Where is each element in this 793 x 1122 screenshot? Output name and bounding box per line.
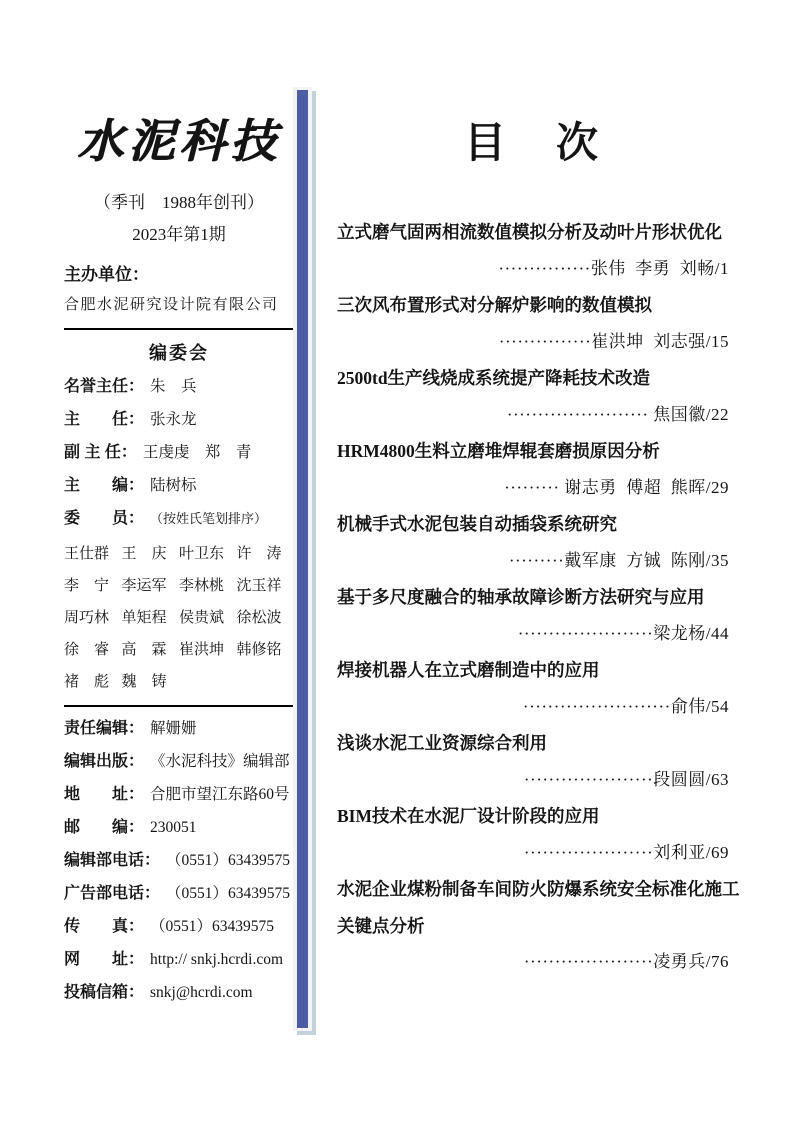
- pub-info-row-value: 合肥市望江东路60号: [150, 786, 290, 803]
- toc-entry: [337, 287, 729, 360]
- pub-info-row-label: 编辑部电话：: [64, 852, 161, 869]
- article-title: 关键点分析: [337, 915, 425, 936]
- board-role-row: [64, 410, 294, 430]
- journal-info-panel: [64, 110, 294, 1016]
- article-title: 基于多尺度融合的轴承故障诊断方法研究与应用: [337, 587, 705, 607]
- article-byline: ······················· 焦国徽/22: [506, 404, 729, 424]
- board-member-name: 崔洪坤: [179, 642, 225, 658]
- article-title: BIM技术在水泥厂设计阶段的应用: [337, 806, 600, 826]
- toc-entry: [337, 214, 729, 287]
- pub-info-row: [64, 983, 294, 1003]
- pub-info-row-value: 《水泥科技》编辑部: [150, 753, 290, 770]
- pub-info-row-label: 地 址：: [64, 786, 145, 803]
- toc-panel: [337, 116, 740, 981]
- board-member-name: 韩修铭: [236, 642, 282, 658]
- pub-info-row: [64, 719, 294, 739]
- article-byline: ························俞伟/54: [522, 696, 729, 716]
- article-title: HRM4800生料立磨堆焊辊套磨损原因分析: [337, 441, 660, 461]
- pub-info-row: [64, 851, 294, 871]
- board-member-name: 侯贵斌: [179, 610, 225, 626]
- board-members-grid: [64, 544, 294, 692]
- board-member-name: 徐 睿: [64, 642, 110, 658]
- board-role-row-label: 副 主 任：: [64, 444, 137, 461]
- board-member-name: 徐松波: [236, 610, 282, 626]
- pub-info-row: [64, 950, 294, 970]
- pub-info-row: [64, 917, 294, 937]
- board-member-name: 单矩程: [121, 610, 167, 626]
- board-role-row-label: 委 员：: [64, 510, 145, 527]
- pub-info-row-value: （0551）63439575: [166, 885, 291, 902]
- board-role-row-label: 主 编：: [64, 477, 145, 494]
- pub-info-row-label: 编辑出版：: [64, 753, 145, 770]
- pub-info-row-label: 邮 编：: [64, 819, 145, 836]
- board-member-name: 李林桃: [179, 578, 225, 594]
- top-rule: [64, 328, 294, 330]
- sponsor-name: 合肥水泥研究设计院有限公司: [64, 297, 279, 313]
- board-member-name: 王 庆: [121, 546, 167, 562]
- toc-entry: [337, 725, 729, 798]
- journal-subtitle: （季刊 1988年创刊）: [94, 193, 264, 212]
- pub-info-row-value: http:// snkj.hcrdi.com: [150, 951, 284, 968]
- article-byline: ······················梁龙杨/44: [517, 623, 729, 643]
- board-role-row-value: 朱 兵: [150, 378, 197, 395]
- board-member-name: 王仕群: [64, 546, 110, 562]
- toc-entry: [337, 433, 729, 506]
- article-title: 2500td生产线烧成系统提产降耗技术改造: [337, 368, 651, 388]
- toc-title: 目 次: [463, 121, 602, 167]
- board-role-row-label: 主 任：: [64, 411, 145, 428]
- article-title: 三次风布置形式对分解炉影响的数值模拟: [337, 295, 652, 315]
- board-role-row: [64, 476, 294, 496]
- pub-info-row-label: 传 真：: [64, 918, 145, 935]
- toc-entry: [337, 652, 729, 725]
- vertical-divider-frame: [293, 87, 312, 1031]
- article-byline: ·····················段圆圆/63: [523, 769, 729, 789]
- board-member-name: 李 宁: [64, 578, 110, 594]
- board-role-row-value: （按姓氏笔划排序）: [150, 511, 268, 526]
- pub-info-row-label: 投稿信箱：: [64, 984, 145, 1001]
- board-member-name: 褚 彪: [64, 674, 110, 690]
- board-role-row-value: 张永龙: [150, 411, 197, 428]
- article-title: 水泥企业煤粉制备车间防火防爆系统安全标准化施工: [337, 879, 740, 899]
- bottom-rule: [64, 705, 294, 707]
- article-title: 立式磨气固两相流数值模拟分析及动叶片形状优化: [337, 222, 722, 242]
- article-byline: ···············崔洪坤 刘志强/15: [498, 331, 729, 351]
- article-title: 浅谈水泥工业资源综合利用: [337, 733, 547, 753]
- board-member-name: 高 霖: [121, 642, 167, 658]
- pub-info-row: [64, 785, 294, 805]
- board-member-name: 周巧林: [64, 610, 110, 626]
- toc-entry: [337, 506, 729, 579]
- pub-info-row-label: 广告部电话：: [64, 885, 161, 902]
- toc-entry: [337, 360, 729, 433]
- article-byline: ········· 谢志勇 傅超 熊晖/29: [504, 477, 729, 497]
- board-member-name: 李运军: [121, 578, 167, 594]
- article-title: 焊接机器人在立式磨制造中的应用: [337, 660, 600, 680]
- article-title: 机械手式水泥包装自动插袋系统研究: [337, 514, 617, 534]
- toc-list: [337, 214, 740, 981]
- journal-issue: 2023年第1期: [132, 225, 226, 244]
- pub-info-row: [64, 752, 294, 772]
- editorial-board-section: [64, 341, 294, 692]
- editorial-board-title: 编委会: [149, 343, 209, 363]
- board-role-row: [64, 377, 294, 397]
- pub-info-row-value: snkj@hcrdi.com: [150, 984, 253, 1001]
- board-role-row-label: 名誉主任：: [64, 378, 145, 395]
- board-role-row-value: 陆树标: [150, 477, 197, 494]
- article-byline: ·····················刘利亚/69: [523, 842, 729, 862]
- pub-info-row-value: 解姗姗: [150, 720, 197, 737]
- pub-info-row-label: 责任编辑：: [64, 720, 145, 737]
- journal-title: 水泥科技: [77, 114, 281, 168]
- board-member-name: 许 涛: [236, 546, 282, 562]
- sponsor-label: 主办单位：: [64, 265, 149, 284]
- publication-info-section: [64, 719, 294, 1003]
- article-byline: ·········戴军康 方铖 陈刚/35: [508, 550, 729, 570]
- toc-entry: [337, 798, 729, 871]
- pub-info-row: [64, 818, 294, 838]
- pub-info-row-label: 网 址：: [64, 951, 145, 968]
- vertical-divider-bar: [297, 90, 308, 1028]
- board-roles-list: [64, 377, 294, 529]
- board-role-row: [64, 509, 294, 529]
- article-byline: ·····················凌勇兵/76: [523, 952, 729, 971]
- pub-info-row-value: （0551）63439575: [166, 852, 291, 869]
- board-role-row-value: 王虔虔 郑 青: [142, 444, 252, 461]
- board-member-name: 魏 铸: [121, 674, 167, 690]
- board-role-row: [64, 443, 294, 463]
- board-member-name: 叶卫东: [179, 546, 225, 562]
- toc-entry: [337, 871, 740, 981]
- pub-info-row: [64, 884, 294, 904]
- pub-info-row-value: 230051: [150, 819, 197, 836]
- toc-entry: [337, 579, 729, 652]
- board-member-name: 沈玉祥: [236, 578, 282, 594]
- article-byline: ···············张伟 李勇 刘畅/1: [498, 258, 729, 278]
- pub-info-row-value: （0551）63439575: [150, 918, 275, 935]
